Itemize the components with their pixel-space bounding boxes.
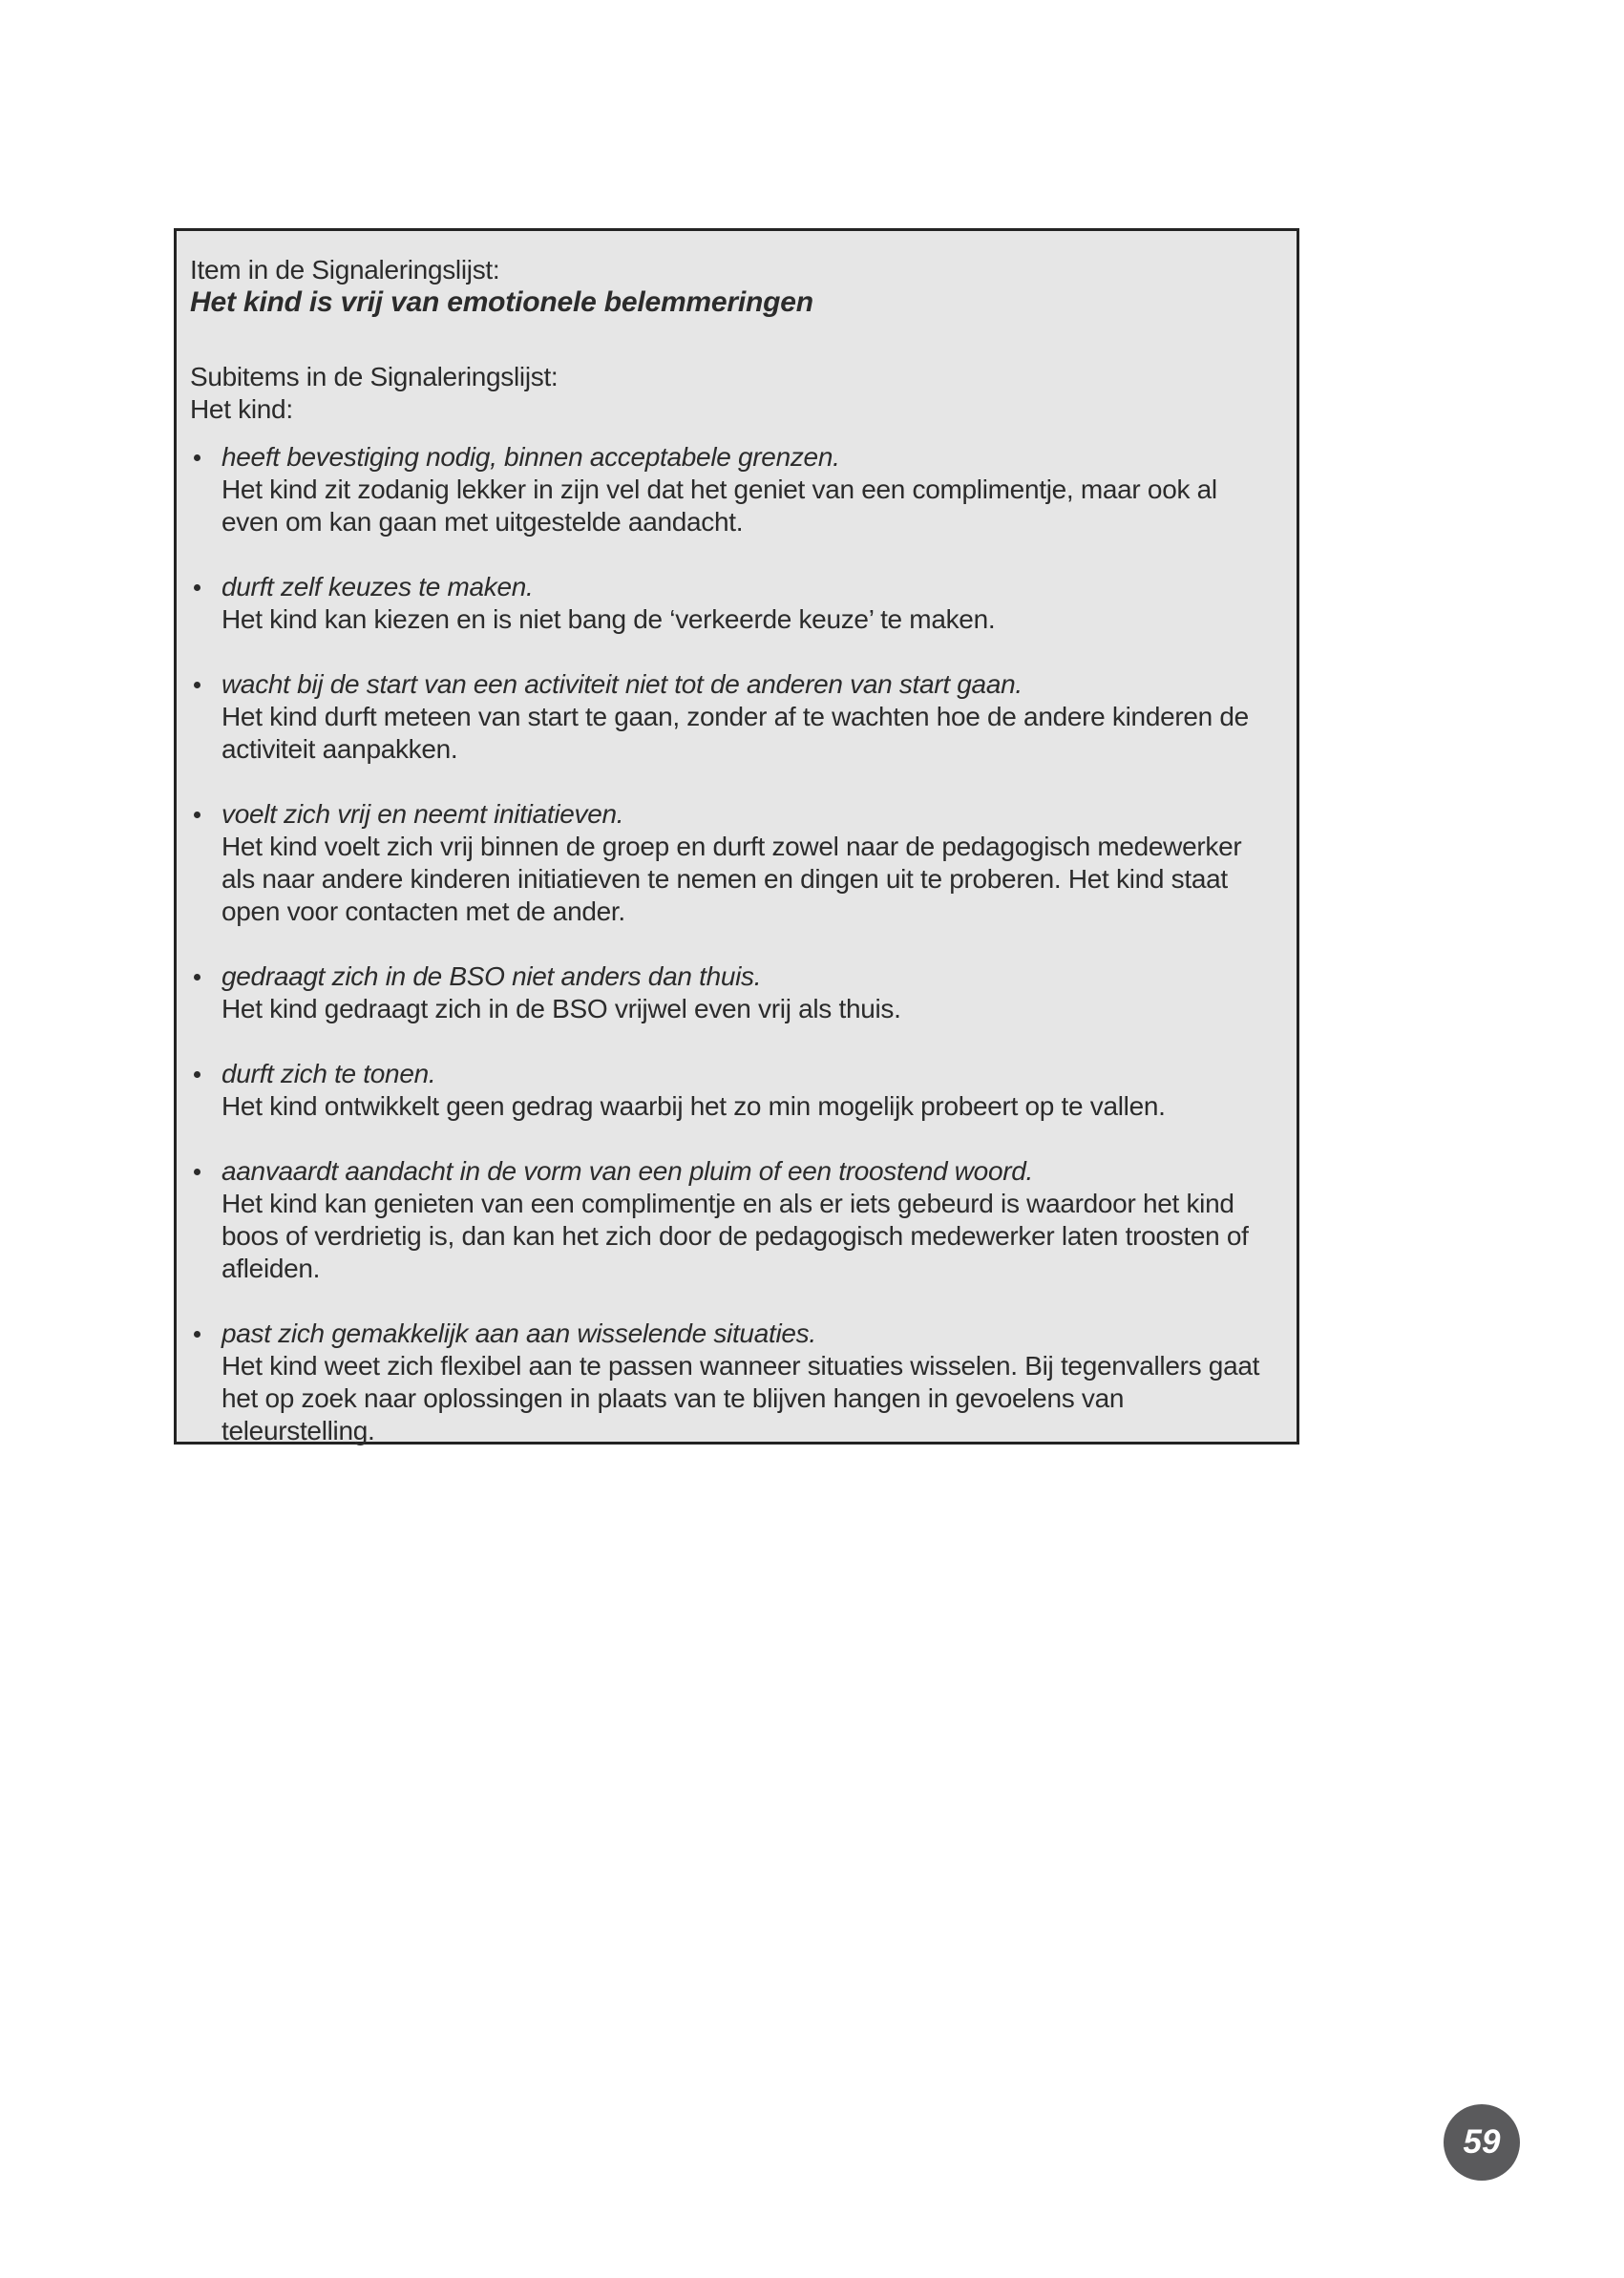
box-header-label: Item in de Signaleringslijst:	[190, 255, 500, 285]
subitems-label: Subitems in de Signaleringslijst:	[190, 362, 559, 391]
list-item	[190, 960, 1279, 1025]
page-number-badge	[1444, 2104, 1520, 2181]
item-body: Het kind gedraagt zich in de BSO vrijwel even vrij als thuis.	[221, 994, 901, 1023]
item-lead: durft zelf keuzes te maken.	[221, 572, 534, 601]
box-title: Het kind is vrij van emotionele belemmeringen	[190, 286, 813, 318]
item-lead: durft zich te tonen.	[221, 1059, 436, 1088]
box-header	[190, 254, 1279, 319]
list-item	[190, 1058, 1279, 1123]
page-number: 59	[1463, 2123, 1501, 2161]
list-item	[190, 1155, 1279, 1285]
subitems-intro: Het kind:	[190, 394, 293, 424]
bullet-icon	[194, 682, 200, 688]
item-lead: wacht bij de start van een activiteit niet tot de anderen van start gaan.	[221, 669, 1023, 699]
item-text	[221, 1318, 1279, 1447]
bullet-icon	[194, 812, 200, 818]
list-item	[190, 1318, 1279, 1447]
bullet-icon	[194, 584, 200, 591]
item-text	[221, 668, 1279, 766]
item-text	[221, 1155, 1279, 1285]
item-lead: gedraagt zich in de BSO niet anders dan thuis.	[221, 961, 762, 991]
item-body: Het kind durft meteen van start te gaan, zonder af te wachten hoe de andere kinderen de activiteit aanpakken.	[221, 702, 1249, 764]
subitems-list	[190, 441, 1279, 1447]
bullet-icon	[194, 1071, 200, 1078]
item-lead: past zich gemakkelijk aan aan wisselende situaties.	[221, 1318, 816, 1348]
item-lead: aanvaardt aandacht in de vorm van een pluim of een troostend woord.	[221, 1156, 1034, 1186]
item-lead: heeft bevestiging nodig, binnen acceptabele grenzen.	[221, 442, 840, 472]
item-body: Het kind voelt zich vrij binnen de groep en durft zowel naar de pedagogisch medewerker als naar andere kinderen initiatieven te nemen en dingen uit te proberen. Het kind staat open voor contacten met de ander.	[221, 832, 1242, 926]
item-text	[221, 798, 1279, 928]
list-item	[190, 668, 1279, 766]
signaleringslijst-box	[174, 228, 1299, 1445]
bullet-icon	[194, 974, 200, 981]
item-body: Het kind ontwikkelt geen gedrag waarbij het zo min mogelijk probeert op te vallen.	[221, 1091, 1166, 1121]
box-subheader	[190, 361, 1279, 426]
item-body: Het kind weet zich flexibel aan te passen wanneer situaties wisselen. Bij tegenvallers gaat het op zoek naar oplossingen in plaats van te blijven hangen in gevoelens van teleurstelling.	[221, 1351, 1260, 1445]
list-item	[190, 798, 1279, 928]
bullet-icon	[194, 1169, 200, 1175]
item-body: Het kind kan genieten van een complimentje en als er iets gebeurd is waardoor het kind boos of verdrietig is, dan kan het zich door de pedagogisch medewerker laten troosten of afleiden.	[221, 1189, 1249, 1283]
item-body: Het kind kan kiezen en is niet bang de ‘verkeerde keuze’ te maken.	[221, 604, 996, 634]
item-text	[221, 571, 995, 636]
list-item	[190, 571, 1279, 636]
item-lead: voelt zich vrij en neemt initiatieven.	[221, 799, 624, 829]
item-body: Het kind zit zodanig lekker in zijn vel dat het geniet van een complimentje, maar ook al even om kan gaan met uitgestelde aandacht.	[221, 475, 1217, 537]
bullet-icon	[194, 454, 200, 461]
list-item	[190, 441, 1279, 538]
bullet-icon	[194, 1331, 200, 1338]
item-text	[221, 441, 1279, 538]
item-text	[221, 1058, 1166, 1123]
item-text	[221, 960, 901, 1025]
